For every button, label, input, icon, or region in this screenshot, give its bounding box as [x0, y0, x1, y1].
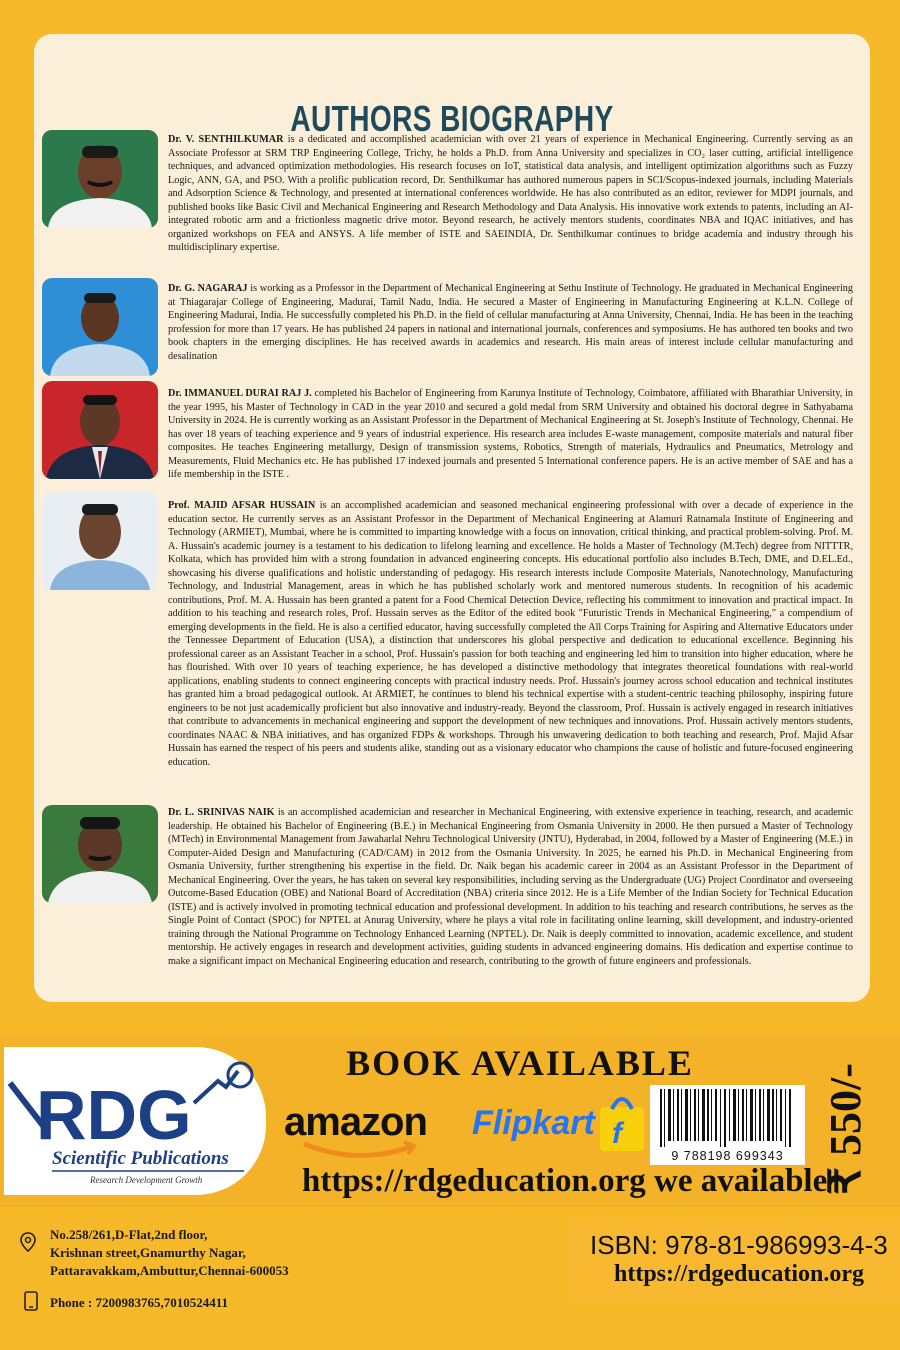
author-description: is working as a Professor in the Department of Mechanical Engineering at Sethu Institute of Technology. He graduated in Mechanical Engineering at Thiagarajar College of Engineering, Madurai, Tamil Nadu, India. He secured a Master of Engineering in Manufacturing Engineering at K.L.N. College of Engineering Madurai, India. He successfully completed his Ph.D. in the field of cellular manufacturing at Anna University, Chennai, India. He has been in the teaching profession for more than 17 years. He has published 24 papers in national and international journals, conferences and symposiums. He has authored ten books and two book chapters in the emerging disciplines. He has received awards in academics and research. His main areas of interest include cellular manufacturing and desalination	[168, 283, 853, 362]
isbn-barcode	[650, 1085, 805, 1165]
author-photo-2	[42, 278, 158, 376]
author-description: is an accomplished academician and seasoned mechanical engineering professional with over a decade of experience in the education sector. He currently serves as an Assistant Professor in the Department of Mechanical Engineering at Alamuri Ratnamala Institute of Engineering and Technology (ARMIET), Mumbai, where he is committed to imparting knowledge with a focus on innovation, critical thinking, and practical problem-solving. Prof. M. A. Hussain's academic journey is a testament to his dedication to lifelong learning and excellence. He holds a Master of Technology (M.Tech) degree from NITTTR, Kolkata, which has provided him with a strong foundation in advanced engineering concepts. His educational portfolio also includes B.Tech, DME, and D.EL.Ed., showcasing his diverse qualifications and holistic understanding of pedagogy. His research interests include Composite Materials, Nanotechnology, Manufacturing Technology, and Industrial Management, areas in which he has published scholarly work and mentored numerous students. In recognition of his academic contributions, Prof. M. A. Hussain has been granted a patent for a Food Chemical Detection Device, reflecting his commitment to innovation and practical impact. In addition to his teaching and research roles, Prof. Hussain serves as the Editor of the edited book "Futuristic Trends in Mechanical Engineering," a compendium of emerging developments in the field. He is also a certified educator, having successfully completed the All Corps Training for Aspiring and Alternative Educators under the Tennessee Department of Education (USA), a distinction that underscores his global perspective and dedication to educational excellence. Beginning his professional career as an Assistant Teacher in a school, Prof. Hussain's passion for both teaching and engineering led him to transition into higher education, where he has flourished. With over 10 years of teaching experience, he has developed a distinctive methodology that integrates theoretical foundations with real-world applications, enabling students to connect engineering concepts with practical industry needs. Prof. Hussain's journey across school education and technical institutes has granted him a broad pedagogical outlook. At ARMIET, he continues to blend his technical expertise with a student-centric teaching philosophy, inspiring future engineers to be not just academically proficient but also innovative and industry-ready. Beyond the classroom, Prof. Hussain is actively engaged in research initiatives that contribute to advancements in mechanical engineering and support the development of new techniques and innovations. Prof. Hussain actively mentors students, coordinates NAAC & NBA initiatives, and has organized FDPs & workshops. Through his unwavering dedication to both teaching and research, Prof. Majid Afsar Hussain has earned the respect of his peers and students alike, standing out as a visionary educator who champions the cause of holistic and future-focused engineering education.	[168, 500, 853, 768]
author-bio-5	[168, 806, 853, 968]
barcode-number: 9 788198 699343	[671, 1149, 784, 1163]
amazon-logo: amazon	[284, 1100, 427, 1144]
logo-letters: RDG	[36, 1076, 192, 1154]
location-pin-icon	[20, 1232, 36, 1252]
author-photo-1	[42, 130, 158, 228]
author-name: Dr. G. NAGARAJ	[168, 283, 248, 294]
logo-tagline: Research Development Growth	[90, 1175, 203, 1185]
author-bio-2	[168, 282, 853, 363]
author-name: Dr. IMMANUEL DURAI RAJ J.	[168, 388, 312, 399]
flipkart-bag-icon	[598, 1095, 646, 1153]
phone-numbers: Phone : 7200983765,7010524411	[50, 1295, 229, 1310]
isbn-label: ISBN: 978-81-986993-4-3	[590, 1230, 888, 1260]
price-label: ₹ 550/-	[821, 1063, 870, 1195]
page-title: AUTHORS BIOGRAPHY	[290, 98, 614, 139]
flipkart-logo: Flipkart	[472, 1104, 595, 1142]
author-name: Prof. MAJID AFSAR HUSSAIN	[168, 500, 316, 511]
author-description: completed his Bachelor of Engineering from Karunya Institute of Technology, Coimbatore, affiliated with Bharathiar University, in the year 1995, his Master of Technology in CAD in the year 2010 and secured a gold medal from SRM University and obtained his doctoral degree in Sathyabama University in 2024. He is currently working as an Assistant Professor in the Department of Mechanical Engineering at St. Joseph's Institute of Technology, Chennai. He has over 18 years of teaching experience and 9 years of industrial experience. His research area includes E-waste management, composite materials and natural fiber composites. He teaches Engineering metallurgy, Design of transmission systems, Robotics, Strength of materials, Hydraulics and Pneumatics, Metrology and Measurements, Fluid Mechanics etc. He has published 17 indexed journals and presented 5 International conference papers. He is an active member of SAE and has a life membership in the ISTE .	[168, 388, 853, 480]
address-line-3: Pattaravakkam,Ambuttur,Chennai-600053	[50, 1263, 289, 1278]
address-line-1: No.258/261,D-Flat,2nd floor,	[50, 1227, 208, 1242]
author-bio-4	[168, 499, 853, 769]
logo-name: Scientific Publications	[52, 1148, 229, 1169]
author-photo-3	[42, 381, 158, 479]
author-photo-4	[42, 492, 158, 590]
author-bio-1	[168, 133, 853, 255]
publisher-logo	[4, 1047, 266, 1195]
author-description: is an accomplished academician and researcher in Mechanical Engineering, with extensive experience in teaching, research, and academic leadership. He obtained his Bachelor of Engineering (B.E.) in Mechanical Engineering from Osmania University in 2000. He then pursued a Master of Technology (MTech) in Environmental Management from Jawaharlal Nehru Technological University (JNTU), Hyderabad, in 2004, followed by a Master of Engineering (M.E.) in Computer-Aided Design and Manufacturing (CAD/CAM) in 2012 from the Osmania University. In 2025, he earned his Ph.D. in Mechanical Engineering from Osmania University, further strengthening his expertise in the field. Dr. Naik began his academic career in 2004 as an Assistant Professor in the Department of Mechanical Engineering. Over the years, he has taken on several key responsibilities, including serving as the Undergraduate (UG) Project Coordinator and overseeing Outcome-Based Education (OBE) and National Board of Accreditation (NBA) criteria since 2012. He is a Life Member of the Indian Society for Technical Education (ISTE) and is actively involved in promoting technical education and professional development. In addition to his teaching and research contributions, he serves as the Single Point of Contact (SPOC) for NPTEL at Anurag University, where he plays a vital role in facilitating online learning, skill development, and industry-oriented training through the National Programme on Technology Enhanced Learning (NPTEL). Dr. Naik is deeply committed to innovation, academic excellence, and student mentorship. He actively engages in research and development activities, guiding students in advanced engineering domains. His dedication and expertise continue to make a significant impact on Mechanical Engineering education and research, contributing to the growth of future engineers and professionals.	[168, 807, 853, 967]
amazon-smile-icon	[300, 1140, 420, 1164]
author-description: is a dedicated and accomplished academician with over 21 years of experience in Mechanical Engineering. Currently serving as an Associate Professor at SRM TRP Engineering College, Trichy, he holds a Ph.D. from Anna University and specializes in CO₂ laser cutting, artificial intelligence techniques, and advanced optimization methodologies. His research focuses on IoT, statistical data analysis, and intelligent optimization algorithms such as Fuzzy Logic, ANN, GA, and PSO. With a prolific publication record, Dr. Senthilkumar has authored numerous papers in SCI/Scopus-indexed journals, including Materials and Adsorption Science & Technology, and presented at international conferences worldwide. He has also contributed as an editor, reviewer for MDPI journals, and published books like Basic Civil and Mechanical Engineering and Research Methodology and Data Analysis. His innovative work extends to patents, including an AI-integrated robotic arm and a frictionless magnetic drive motor. Beyond research, he actively mentors students, coordinates NBA and IQAC initiatives, and has organized workshops on FEA and ANSYS. A life member of ISTE and SAEINDIA, Dr. Senthilkumar continues to bridge academia and industry through his multidisciplinary expertise.	[168, 134, 853, 253]
author-bio-3	[168, 387, 853, 482]
book-available-heading: BOOK AVAILABLE	[346, 1043, 694, 1083]
author-name: Dr. V. SENTHILKUMAR	[168, 134, 284, 145]
isbn-url[interactable]: https://rdgeducation.org	[614, 1261, 865, 1287]
svg-text:f: f	[612, 1117, 622, 1150]
author-photo-5	[42, 805, 158, 903]
availability-url[interactable]: https://rdgeducation.org we available	[302, 1163, 828, 1199]
phone-icon	[24, 1291, 38, 1311]
address-line-2: Krishnan street,Gnamurthy Nagar,	[50, 1245, 246, 1260]
author-name: Dr. L. SRINIVAS NAIK	[168, 807, 275, 818]
